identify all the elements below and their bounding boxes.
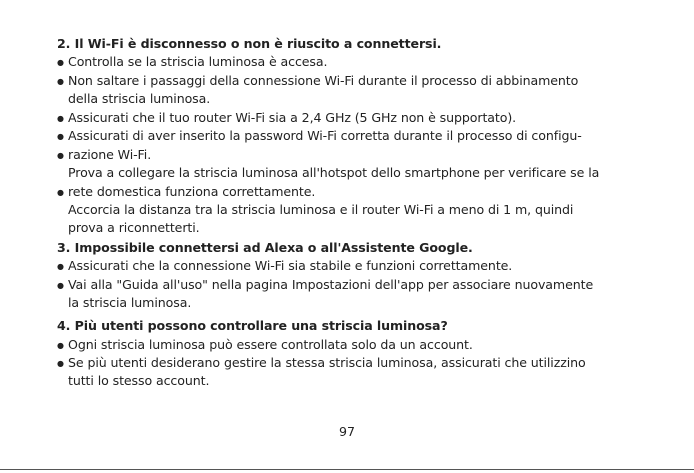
section-2-heading: 2. Il Wi-Fi è disconnesso o non è riuscito a connettersi. xyxy=(57,36,442,51)
bullet-icon: ● xyxy=(57,281,64,290)
bullet-icon: ● xyxy=(57,58,64,67)
section-2-line-10: prova a riconnetterti. xyxy=(68,220,200,235)
section-3-line-2: Vai alla "Guida all'uso" nella pagina Impostazioni dell'app per associare nuovamente xyxy=(68,277,594,292)
section-3-heading: 3. Impossibile connettersi ad Alexa o all'Assistente Google. xyxy=(57,240,473,255)
bullet-icon: ● xyxy=(57,77,64,86)
bullet-icon: ● xyxy=(57,114,64,123)
bullet-icon: ● xyxy=(57,341,64,350)
bottom-divider xyxy=(0,469,694,470)
bullet-icon: ● xyxy=(57,188,64,197)
section-2-line-8: rete domestica funziona correttamente. xyxy=(68,184,316,199)
section-2-line-7: Prova a collegare la striscia luminosa all'hotspot dello smartphone per verificare se la xyxy=(68,165,600,180)
section-4-line-2: Se più utenti desiderano gestire la stessa striscia luminosa, assicurati che utilizzino xyxy=(68,355,586,370)
section-2-line-2: Non saltare i passaggi della connessione Wi-Fi durante il processo di abbinamento xyxy=(68,73,579,88)
section-3-line-1: Assicurati che la connessione Wi-Fi sia stabile e funzioni correttamente. xyxy=(68,258,513,273)
section-4-line-1: Ogni striscia luminosa può essere controllata solo da un account. xyxy=(68,337,473,352)
bullet-icon: ● xyxy=(57,359,64,368)
section-2-line-9: Accorcia la distanza tra la striscia luminosa e il router Wi-Fi a meno di 1 m, quindi xyxy=(68,202,574,217)
section-2-line-4: Assicurati che il tuo router Wi-Fi sia a 2,4 GHz (5 GHz non è supportato). xyxy=(68,110,517,125)
page-number: 97 xyxy=(338,424,356,439)
section-2-line-3: della striscia luminosa. xyxy=(68,91,211,106)
section-2-line-6: razione Wi-Fi. xyxy=(68,147,152,162)
section-4-heading: 4. Più utenti possono controllare una striscia luminosa? xyxy=(57,318,448,333)
section-2-line-1: Controlla se la striscia luminosa è accesa. xyxy=(68,54,328,69)
bullet-icon: ● xyxy=(57,262,64,271)
bullet-icon: ● xyxy=(57,151,64,160)
section-4-line-3: tutti lo stesso account. xyxy=(68,373,210,388)
section-3-line-3: la striscia luminosa. xyxy=(68,295,192,310)
section-2-line-5: Assicurati di aver inserito la password Wi-Fi corretta durante il processo di configu- xyxy=(68,128,582,143)
bullet-icon: ● xyxy=(57,132,64,141)
